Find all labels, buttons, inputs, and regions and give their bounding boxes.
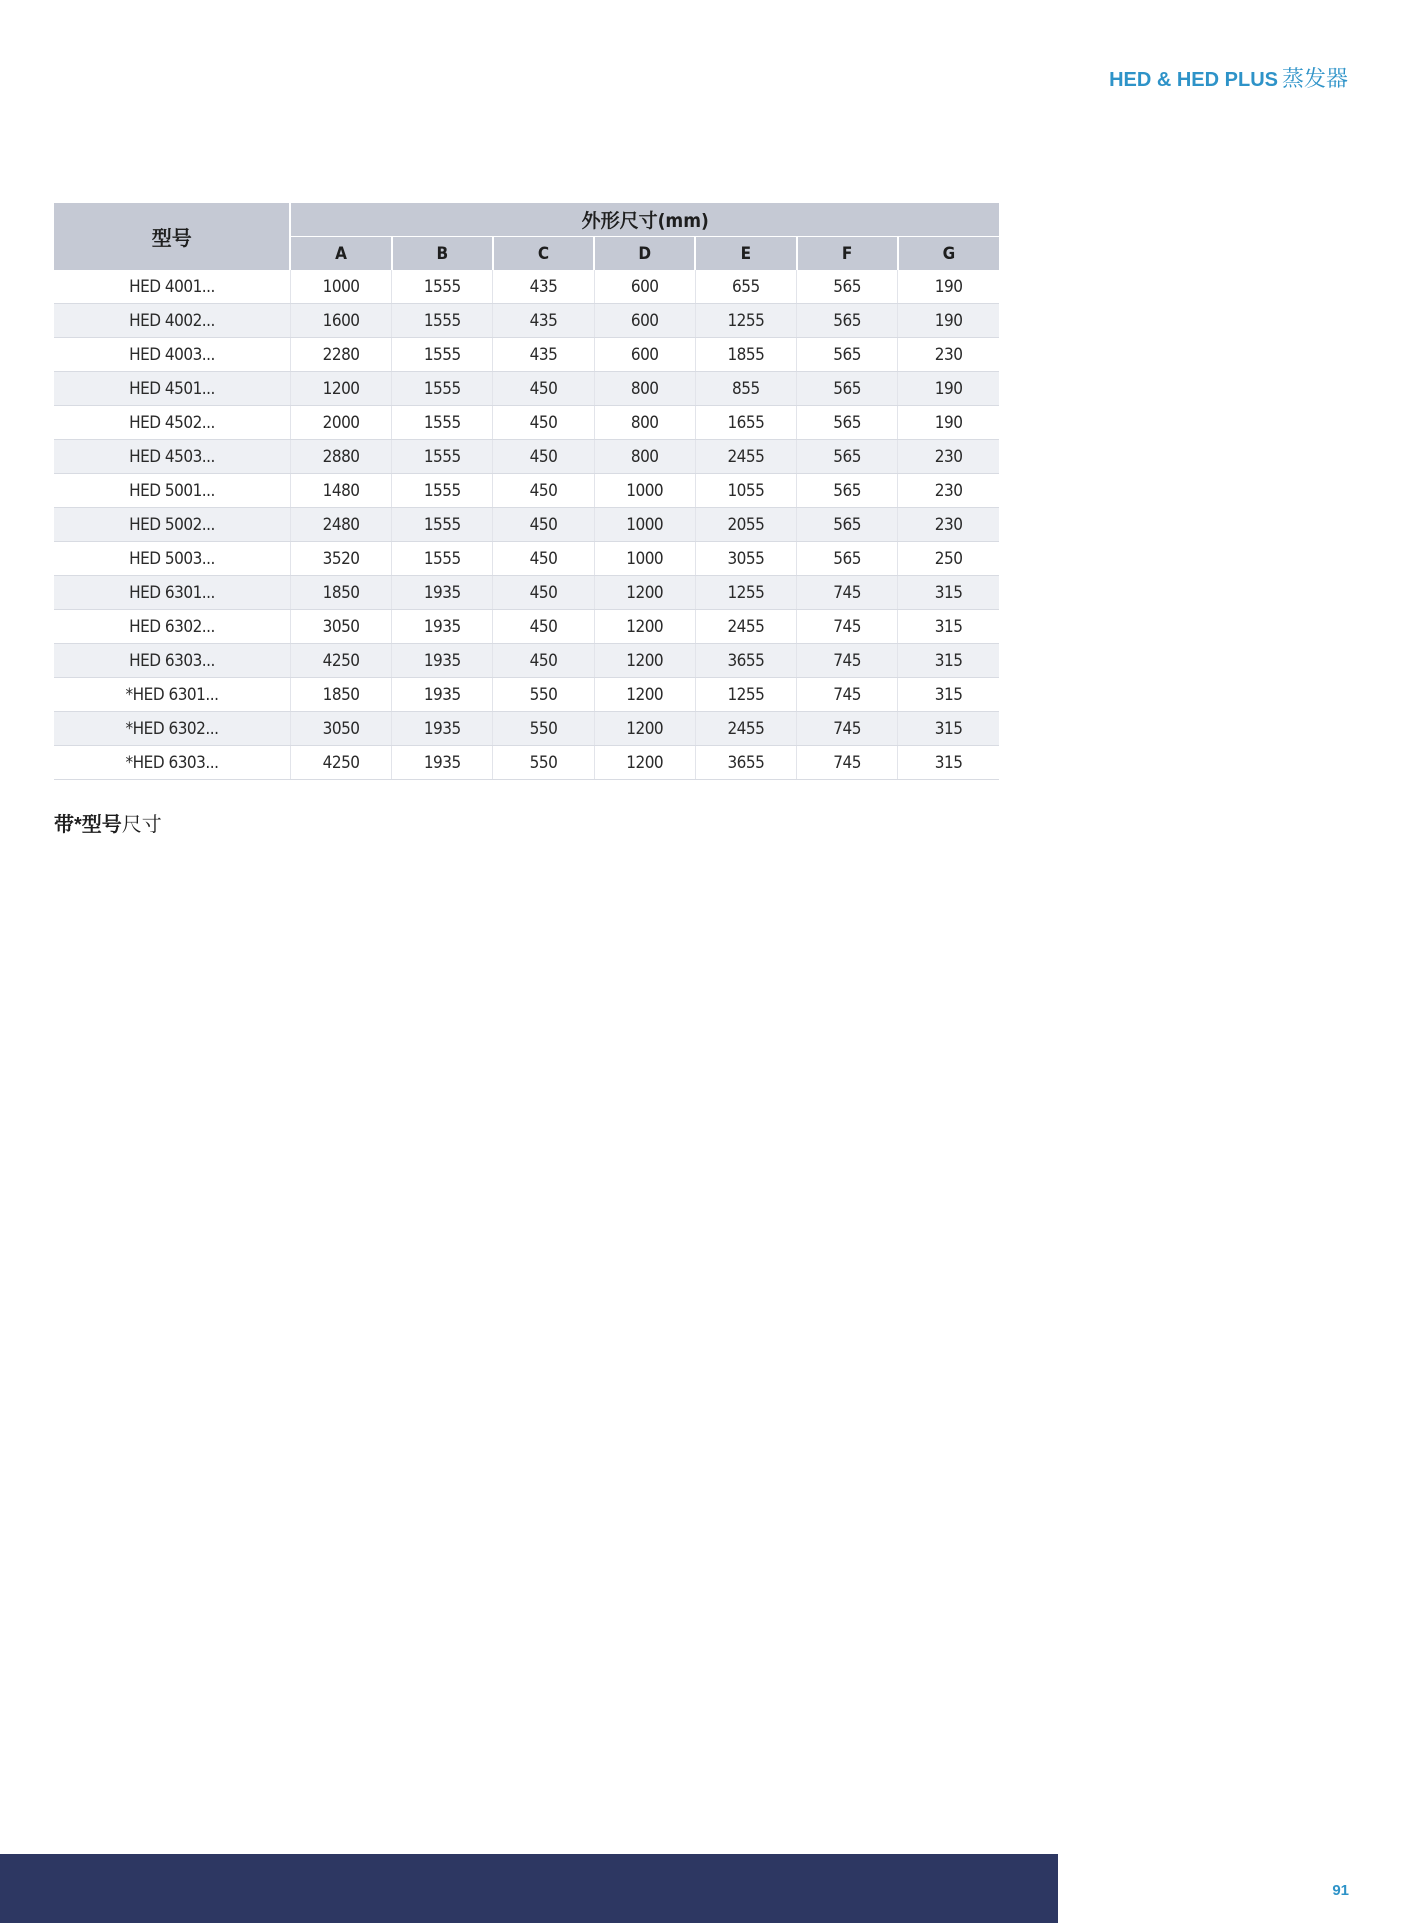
table-row (54, 338, 999, 372)
dimension-cell-c: 550 (493, 746, 594, 780)
dimension-cell-b: 1555 (392, 508, 493, 542)
dimension-cell-e: 2455 (695, 712, 796, 746)
dimension-cell-b: 1935 (392, 610, 493, 644)
table-row (54, 270, 999, 304)
header-title-chinese: 蒸发器 (1281, 66, 1348, 91)
dimension-cell-e: 1255 (695, 678, 796, 712)
table-row (54, 406, 999, 440)
dimension-cell-d: 600 (594, 270, 695, 304)
model-cell: HED 5001... (54, 474, 290, 508)
dimension-cell-e: 1855 (695, 338, 796, 372)
model-cell: *HED 6302... (54, 712, 290, 746)
dimension-cell-g: 315 (898, 644, 999, 678)
page-number: 91 (1332, 1882, 1349, 1899)
dimension-cell-a: 2880 (290, 440, 391, 474)
column-header-f: F (797, 237, 898, 271)
dimension-cell-g: 230 (898, 338, 999, 372)
dimension-cell-d: 800 (594, 372, 695, 406)
table-row (54, 542, 999, 576)
model-cell: *HED 6303... (54, 746, 290, 780)
model-cell: HED 4002... (54, 304, 290, 338)
dimension-cell-d: 600 (594, 338, 695, 372)
model-cell: HED 5002... (54, 508, 290, 542)
model-cell: HED 6303... (54, 644, 290, 678)
dimension-cell-c: 435 (493, 270, 594, 304)
dimension-cell-c: 550 (493, 678, 594, 712)
dimension-cell-b: 1935 (392, 576, 493, 610)
dimension-cell-e: 2455 (695, 440, 796, 474)
dimension-cell-e: 1055 (695, 474, 796, 508)
dimension-cell-b: 1555 (392, 406, 493, 440)
dimension-cell-f: 745 (797, 610, 898, 644)
dimension-cell-f: 565 (797, 270, 898, 304)
dimension-cell-f: 745 (797, 644, 898, 678)
dimension-cell-g: 315 (898, 610, 999, 644)
table-row (54, 372, 999, 406)
dimension-cell-f: 565 (797, 508, 898, 542)
dimension-cell-d: 1200 (594, 712, 695, 746)
dimension-cell-c: 450 (493, 610, 594, 644)
dimension-cell-d: 1000 (594, 542, 695, 576)
dimension-cell-g: 230 (898, 440, 999, 474)
column-header-c: C (493, 237, 594, 271)
table-row (54, 508, 999, 542)
dimension-cell-b: 1555 (392, 372, 493, 406)
dimension-cell-f: 745 (797, 746, 898, 780)
table-row (54, 746, 999, 780)
table-row (54, 712, 999, 746)
table-row (54, 610, 999, 644)
dimension-cell-f: 565 (797, 440, 898, 474)
dimension-cell-g: 190 (898, 270, 999, 304)
dimension-cell-g: 190 (898, 406, 999, 440)
model-column-header: 型号 (54, 203, 290, 270)
dimension-cell-a: 4250 (290, 644, 391, 678)
table-row (54, 304, 999, 338)
dimension-cell-c: 450 (493, 372, 594, 406)
dimension-cell-e: 3055 (695, 542, 796, 576)
dimension-cell-g: 315 (898, 576, 999, 610)
column-header-a: A (290, 237, 391, 271)
dimension-cell-d: 1200 (594, 678, 695, 712)
table-body (54, 270, 999, 780)
dimension-cell-d: 1000 (594, 474, 695, 508)
footnote-light: 尺寸 (121, 814, 162, 836)
column-header-b: B (392, 237, 493, 271)
dimension-cell-d: 1200 (594, 644, 695, 678)
footer-bar (0, 1854, 1058, 1923)
dimension-cell-a: 3050 (290, 610, 391, 644)
model-cell: HED 4003... (54, 338, 290, 372)
dimension-cell-g: 315 (898, 712, 999, 746)
header-title-latin: HED & HED PLUS (1109, 69, 1278, 91)
dimension-cell-e: 1255 (695, 304, 796, 338)
dimension-cell-a: 4250 (290, 746, 391, 780)
dimension-cell-a: 2280 (290, 338, 391, 372)
model-cell: HED 5003... (54, 542, 290, 576)
dimension-cell-e: 855 (695, 372, 796, 406)
dimension-cell-d: 1200 (594, 610, 695, 644)
dimension-cell-c: 450 (493, 406, 594, 440)
column-header-e: E (695, 237, 796, 271)
dimension-cell-g: 315 (898, 678, 999, 712)
dimension-cell-a: 1200 (290, 372, 391, 406)
dimension-cell-a: 1850 (290, 576, 391, 610)
dimension-cell-f: 565 (797, 304, 898, 338)
dimension-cell-f: 565 (797, 474, 898, 508)
dimension-cell-c: 450 (493, 508, 594, 542)
dimension-cell-b: 1555 (392, 304, 493, 338)
dimension-cell-c: 550 (493, 712, 594, 746)
dimension-cell-e: 3655 (695, 644, 796, 678)
table-row (54, 644, 999, 678)
dimension-cell-b: 1555 (392, 474, 493, 508)
dimension-cell-a: 1000 (290, 270, 391, 304)
dimension-cell-g: 230 (898, 508, 999, 542)
table-row (54, 576, 999, 610)
dimension-cell-e: 2055 (695, 508, 796, 542)
dimension-cell-c: 450 (493, 576, 594, 610)
dimension-cell-b: 1935 (392, 678, 493, 712)
dimension-cell-c: 450 (493, 440, 594, 474)
footnote-bold: 带*型号 (54, 814, 122, 836)
dimension-cell-g: 315 (898, 746, 999, 780)
dimension-cell-b: 1555 (392, 542, 493, 576)
table-row (54, 474, 999, 508)
column-header-g: G (898, 237, 999, 271)
model-cell: HED 4001... (54, 270, 290, 304)
dimension-cell-a: 2000 (290, 406, 391, 440)
dimension-cell-b: 1935 (392, 712, 493, 746)
dimension-cell-a: 3050 (290, 712, 391, 746)
dimension-cell-f: 565 (797, 542, 898, 576)
dimension-cell-g: 230 (898, 474, 999, 508)
dimension-cell-a: 3520 (290, 542, 391, 576)
dimension-cell-f: 745 (797, 576, 898, 610)
dimension-cell-e: 2455 (695, 610, 796, 644)
dimension-cell-e: 655 (695, 270, 796, 304)
dimension-cell-b: 1935 (392, 644, 493, 678)
dimension-cell-f: 565 (797, 338, 898, 372)
dimensions-group-header: 外形尺寸(mm) (290, 203, 999, 237)
dimension-cell-c: 450 (493, 474, 594, 508)
model-cell: *HED 6301... (54, 678, 290, 712)
dimension-cell-b: 1555 (392, 440, 493, 474)
dimension-cell-a: 1480 (290, 474, 391, 508)
dimension-cell-g: 190 (898, 372, 999, 406)
page-header-title (1109, 62, 1348, 93)
dimension-cell-f: 745 (797, 678, 898, 712)
dimension-cell-a: 1600 (290, 304, 391, 338)
dimension-cell-d: 800 (594, 440, 695, 474)
dimension-cell-c: 450 (493, 542, 594, 576)
dimension-cell-b: 1555 (392, 338, 493, 372)
dimension-cell-d: 1200 (594, 576, 695, 610)
dimensions-table (54, 203, 999, 780)
column-header-d: D (594, 237, 695, 271)
dimension-cell-b: 1935 (392, 746, 493, 780)
dimension-cell-d: 600 (594, 304, 695, 338)
dimension-cell-c: 450 (493, 644, 594, 678)
dimension-cell-a: 1850 (290, 678, 391, 712)
dimension-cell-f: 745 (797, 712, 898, 746)
dimension-cell-f: 565 (797, 372, 898, 406)
dimension-cell-d: 1000 (594, 508, 695, 542)
footnote (54, 808, 162, 837)
model-cell: HED 6302... (54, 610, 290, 644)
dimension-cell-d: 1200 (594, 746, 695, 780)
dimension-cell-d: 800 (594, 406, 695, 440)
dimension-cell-f: 565 (797, 406, 898, 440)
model-cell: HED 6301... (54, 576, 290, 610)
dimension-cell-a: 2480 (290, 508, 391, 542)
dimension-cell-b: 1555 (392, 270, 493, 304)
dimension-cell-c: 435 (493, 338, 594, 372)
dimension-cell-e: 1655 (695, 406, 796, 440)
model-cell: HED 4503... (54, 440, 290, 474)
dimension-cell-g: 250 (898, 542, 999, 576)
dimension-cell-e: 3655 (695, 746, 796, 780)
model-cell: HED 4502... (54, 406, 290, 440)
dimension-cell-g: 190 (898, 304, 999, 338)
model-cell: HED 4501... (54, 372, 290, 406)
dimension-cell-e: 1255 (695, 576, 796, 610)
dimension-cell-c: 435 (493, 304, 594, 338)
table-row (54, 678, 999, 712)
table-row (54, 440, 999, 474)
